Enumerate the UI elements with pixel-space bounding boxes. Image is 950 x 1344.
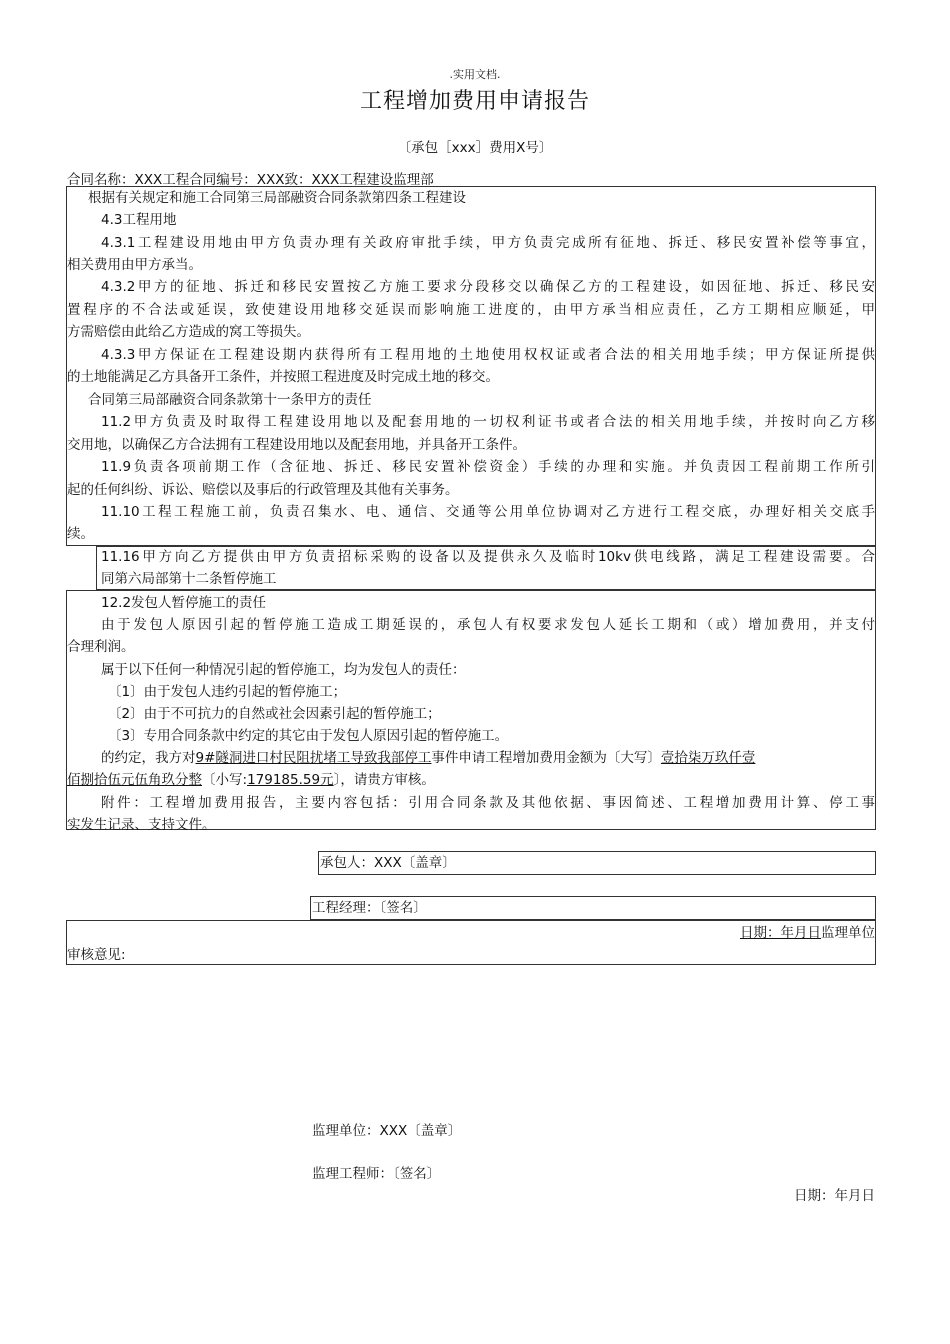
body-paragraph: 11.2甲方负责及时取得工程建设用地以及配套用地的一切权利证书或者合法的相关用地手续，并按时向乙方移 xyxy=(101,414,875,430)
claim-suffix: 〕，请贵方审核。 xyxy=(333,772,435,788)
claim-sentence xyxy=(101,747,755,769)
contractor-stamp: 承包人：XXX〔盖章〕 xyxy=(320,855,456,871)
body-paragraph: 相关费用由甲方承当。 xyxy=(67,257,202,273)
body-paragraph: 起的任何纠纷、诉讼、赔偿以及事后的行政管理及其他有关事务。 xyxy=(67,482,459,498)
claim-amount-words: 壹拾柒万玖仟壹 xyxy=(660,750,756,766)
body-paragraph: 11.10工程工程施工前，负责召集水、电、通信、交通等公用单位协调对乙方进行工程交底，办理好相关交底手 xyxy=(101,504,875,520)
list-item: 〔2〕由于不可抗力的自然或社会因素引起的暂停施工； xyxy=(108,706,441,722)
body-paragraph: 同第六局部第十二条暂停施工 xyxy=(101,571,277,587)
attachment-paragraph: 实发生记录、支持文件。 xyxy=(67,817,216,833)
claim-amount-words-cont: 佰捌拾伍元伍角玖分整 xyxy=(67,772,202,788)
claim-amount-figures: 179185.59元 xyxy=(247,772,334,788)
contract-info-line: 合同名称：XXX工程合同编号：XXX致：XXX工程建设监理部 xyxy=(67,172,434,188)
document-number: 〔承包［xxx］费用X号〕 xyxy=(397,140,553,156)
body-paragraph: 根据有关规定和施工合同第三局部融资合同条款第四条工程建设 xyxy=(88,190,466,206)
claim-sentence-cont xyxy=(67,769,435,791)
body-paragraph: 4.3.2甲方的征地、拆迁和移民安置按乙方施工要求分段移交以确保乙方的工程建设，如因征地、拆迁、移民安 xyxy=(101,279,875,295)
body-paragraph: 的土地能满足乙方具备开工条件，并按照工程进度及时完成土地的移交。 xyxy=(67,369,499,385)
page-title: 工程增加费用申请报告 xyxy=(359,89,590,114)
body-paragraph: 11.16甲方向乙方提供由甲方负责招标采购的设备以及提供永久及临时10kv供电线路，满足工程建设需要。合 xyxy=(101,549,875,565)
body-paragraph: 方需赔偿由此给乙方造成的窝工等损失。 xyxy=(67,324,310,340)
body-paragraph: 续。 xyxy=(67,526,94,542)
body-paragraph: 交用地，以确保乙方合法拥有工程建设用地以及配套用地，并具备开工条件。 xyxy=(67,437,526,453)
document-tag: .实用文档. xyxy=(449,68,501,81)
date-field: 日期：年月日 xyxy=(740,925,821,941)
claim-middle: 事件申请工程增加费用金额为〔大写〕 xyxy=(431,750,661,766)
body-paragraph: 合理利润。 xyxy=(67,639,135,655)
body-paragraph: 置程序的不合法或延误，致使建设用地移交延误而影响施工进度的，由甲方承当相应责任，乙方工期相应顺延，甲 xyxy=(67,302,875,318)
supervisor-unit-stamp: 监理单位：XXX〔盖章〕 xyxy=(312,1123,462,1139)
list-item: 〔1〕由于发包人违约引起的暂停施工； xyxy=(108,684,347,700)
body-paragraph: 4.3.3甲方保证在工程建设期内获得所有工程用地的土地使用权权证或者合法的相关用地手续；甲方保证所提供 xyxy=(101,347,875,363)
body-paragraph: 11.9负责各项前期工作（含征地、拆迁、移民安置补偿资金）手续的办理和实施。并负责因工程前期工作所引 xyxy=(101,459,875,475)
date-and-supervisor xyxy=(740,922,875,944)
supervisor-unit-label: 监理单位 xyxy=(821,925,875,941)
body-heading: 12.2发包人暂停施工的责任 xyxy=(101,595,267,611)
body-paragraph: 4.3.1工程建设用地由甲方负责办理有关政府审批手续，甲方负责完成所有征地、拆迁、移民安置补偿等事宜， xyxy=(101,235,875,251)
body-paragraph: 属于以下任何一种情况引起的暂停施工，均为发包人的责任： xyxy=(101,662,466,678)
attachment-paragraph: 附件：工程增加费用报告，主要内容包括：引用合同条款及其他依据、事因简述、工程增加费用计算、停工事 xyxy=(101,795,875,811)
body-heading: 合同第三局部融资合同条款第十一条甲方的责任 xyxy=(88,392,372,408)
review-opinion-label: 审核意见: xyxy=(67,947,126,963)
supervisor-engineer-signature: 监理工程师：〔签名〕 xyxy=(312,1166,441,1182)
manager-signature: 工程经理：〔签名〕 xyxy=(312,900,427,916)
final-date: 日期：年月日 xyxy=(794,1188,875,1204)
claim-amount-label: 〔小写: xyxy=(202,772,248,788)
body-heading: 4.3工程用地 xyxy=(101,212,177,228)
list-item: 〔3〕专用合同条款中约定的其它由于发包人原因引起的暂停施工。 xyxy=(108,728,509,744)
claim-prefix: 的约定，我方对 xyxy=(101,750,196,766)
body-paragraph: 由于发包人原因引起的暂停施工造成工期延误的，承包人有权要求发包人延长工期和（或）增加费用，并支付 xyxy=(101,617,875,633)
claim-event: 9#隧洞进口村民阻扰堵工导致我部停工 xyxy=(195,750,432,766)
